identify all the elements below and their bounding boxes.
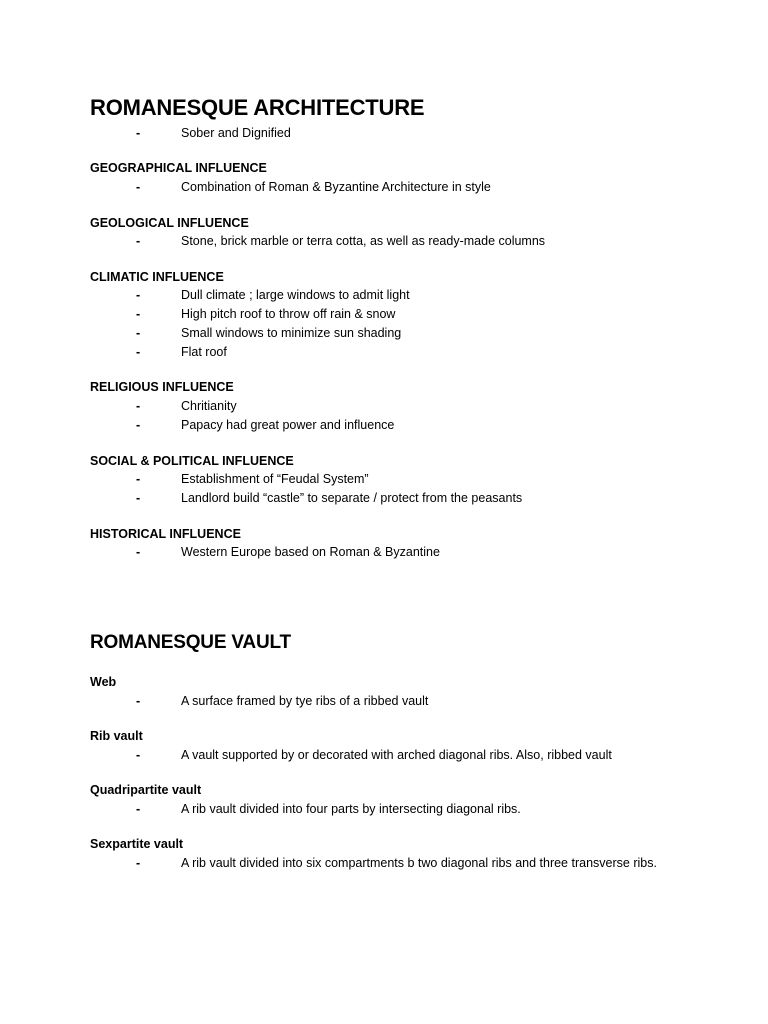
term-heading-web: Web [90,675,117,689]
section-heading-climatic: CLIMATIC INFLUENCE [90,270,224,284]
list-item-text: A rib vault divided into four parts by intersecting diagonal ribs. [181,802,521,816]
bullet-marker: - [136,234,141,248]
list-item-text: A rib vault divided into six compartments b two diagonal ribs and three transverse ribs. [181,856,657,870]
list-item [0,748,768,766]
section-heading-geographical: GEOGRAPHICAL INFLUENCE [90,161,267,175]
bullet-marker: - [136,748,141,762]
list-item-text: Chritianity [181,399,237,413]
list-item [0,234,768,252]
bullet-marker: - [136,545,141,559]
list-item-text: Sober and Dignified [181,126,291,140]
list-item [0,472,768,490]
bullet-marker: - [136,180,141,194]
section-heading-geological: GEOLOGICAL INFLUENCE [90,216,249,230]
bullet-marker: - [136,802,141,816]
list-item [0,326,768,344]
bullet-marker: - [136,418,141,432]
list-item-text: Landlord build “castle” to separate / protect from the peasants [181,491,523,505]
bullet-marker: - [136,472,141,486]
list-item [0,399,768,417]
list-item-text: Establishment of “Feudal System” [181,472,369,486]
list-item [0,180,768,198]
list-item [0,856,768,874]
list-item [0,288,768,306]
list-item-text: Western Europe based on Roman & Byzantine [181,545,440,559]
list-item-text: Flat roof [181,345,227,359]
list-item [0,307,768,325]
page-title: ROMANESQUE ARCHITECTURE [90,95,425,120]
bullet-marker: - [136,345,141,359]
list-item-text: Papacy had great power and influence [181,418,395,432]
list-item-text: High pitch roof to throw off rain & snow [181,307,396,321]
bullet-marker: - [136,399,141,413]
list-item [0,345,768,363]
list-item [0,418,768,436]
section-heading-historical: HISTORICAL INFLUENCE [90,527,241,541]
section-heading-religious: RELIGIOUS INFLUENCE [90,380,234,394]
bullet-marker: - [136,326,141,340]
term-heading-quadripartite-vault: Quadripartite vault [90,783,202,797]
term-heading-sexpartite-vault: Sexpartite vault [90,837,184,851]
section-heading-social-political: SOCIAL & POLITICAL INFLUENCE [90,454,294,468]
list-item-text: A surface framed by tye ribs of a ribbed vault [181,694,429,708]
list-item [0,491,768,509]
vault-section-title: ROMANESQUE VAULT [90,632,291,653]
bullet-marker: - [136,126,141,140]
bullet-marker: - [136,856,141,870]
list-item-text: Combination of Roman & Byzantine Architecture in style [181,180,491,194]
list-item [0,545,768,563]
list-item [0,694,768,712]
term-heading-rib-vault: Rib vault [90,729,143,743]
list-item-text: Dull climate ; large windows to admit light [181,288,410,302]
list-item [0,126,768,144]
list-item [0,802,768,820]
bullet-marker: - [136,694,141,708]
list-item-text: A vault supported by or decorated with arched diagonal ribs. Also, ribbed vault [181,748,612,762]
bullet-marker: - [136,491,141,505]
bullet-marker: - [136,288,141,302]
bullet-marker: - [136,307,141,321]
list-item-text: Small windows to minimize sun shading [181,326,402,340]
list-item-text: Stone, brick marble or terra cotta, as well as ready-made columns [181,234,546,248]
